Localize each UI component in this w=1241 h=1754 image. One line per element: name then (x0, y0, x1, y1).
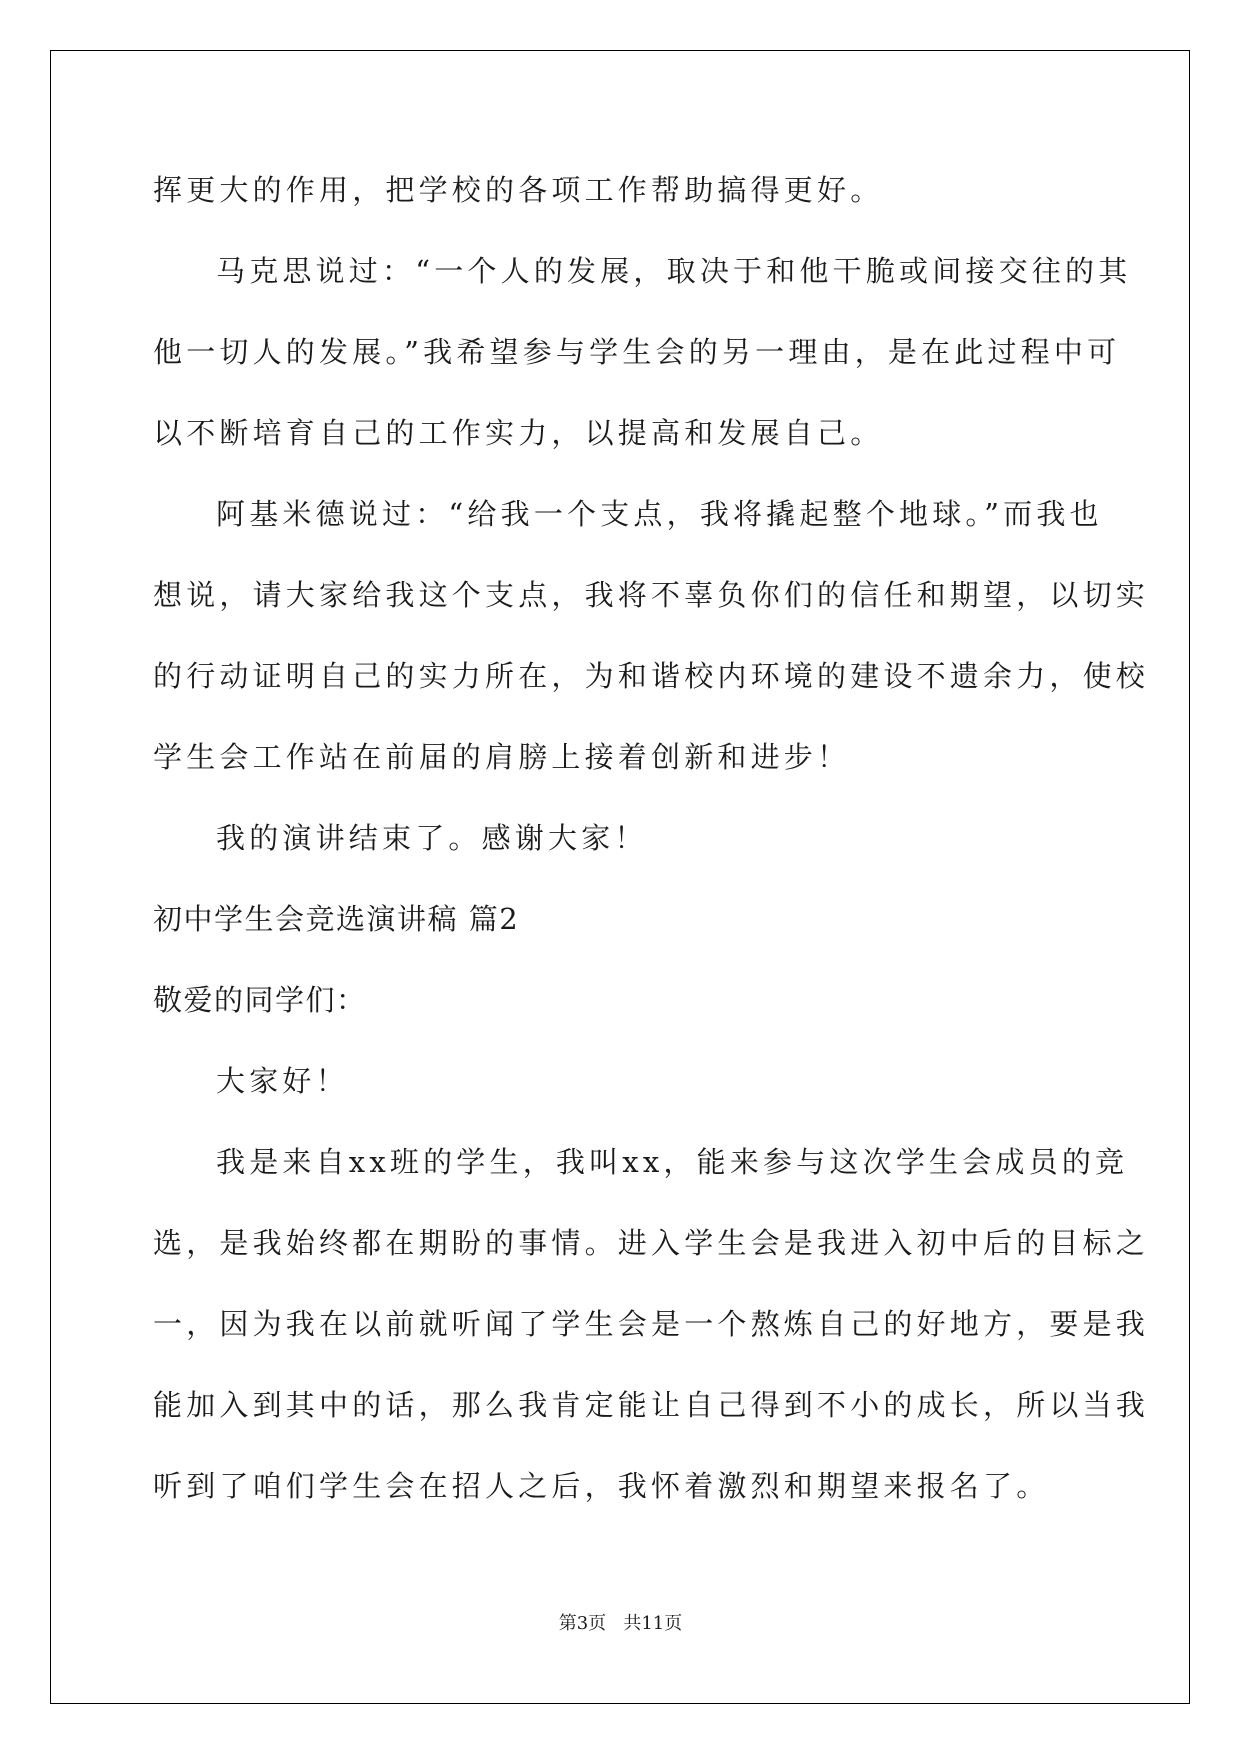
paragraph-line: 马克思说过：“一个人的发展，取决于和他干脆或间接交往的其 (216, 254, 1132, 288)
paragraph-line: 他一切人的发展。”我希望参与学生会的另一理由，是在此过程中可 (153, 335, 1121, 369)
page-number-footer: 第3页 共11页 (558, 1613, 683, 1634)
greeting: 大家好！ (216, 1064, 349, 1098)
paragraph-line: 学生会工作站在前届的肩膀上接着创新和进步！ (153, 740, 851, 774)
paragraph-line: 选，是我始终都在期盼的事情。进入学生会是我进入初中后的目标之 (153, 1226, 1150, 1260)
paragraph-line: 能加入到其中的话，那么我肯定能让自己得到不小的成长，所以当我 (153, 1388, 1150, 1422)
paragraph-line: 挥更大的作用，把学校的各项工作帮助搞得更好。 (153, 173, 884, 207)
paragraph-line: 听到了咱们学生会在招人之后，我怀着激烈和期望来报名了。 (153, 1469, 1050, 1503)
salutation: 敬爱的同学们： (153, 983, 367, 1017)
paragraph-line: 一，因为我在以前就听闻了学生会是一个熬炼自己的好地方，要是我 (153, 1307, 1150, 1341)
section-heading: 初中学生会竞选演讲稿 篇2 (153, 902, 520, 936)
paragraph-line: 想说，请大家给我这个支点，我将不辜负你们的信任和期望，以切实 (153, 578, 1150, 612)
page-border (50, 50, 1190, 1704)
paragraph-line: 阿基米德说过：“给我一个支点，我将撬起整个地球。”而我也 (216, 497, 1103, 531)
paragraph-line: 的行动证明自己的实力所在，为和谐校内环境的建设不遗余力，使校 (153, 659, 1150, 693)
paragraph-line: 我的演讲结束了。感谢大家！ (216, 821, 648, 855)
paragraph-line: 以不断培育自己的工作实力，以提高和发展自己。 (153, 416, 884, 450)
paragraph-line: 我是来自xx班的学生，我叫xx，能来参与这次学生会成员的竞 (216, 1145, 1129, 1179)
